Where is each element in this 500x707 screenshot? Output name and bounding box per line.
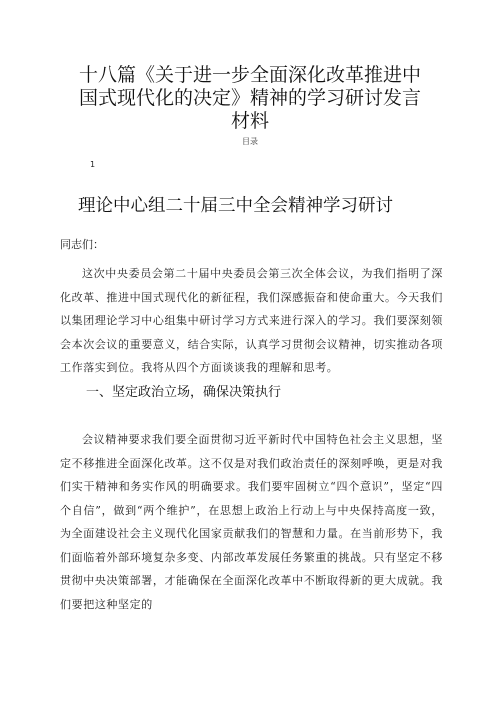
intro-paragraph: 这次中央委员会第二十届中央委员会第三次全体会议，为我们指明了深化改革、推进中国式现代化的新征程，我们深感振奋和使命重大。今天我们以集团理论学习中心组集中研讨学习方式来进行深入的学习。我们要深刻领会本次会议的重要意义，结合实际，认真学习贯彻会议精神，切实推动各项工作落实到位。我将从四个方面谈谈我的理解和思考。	[60, 267, 443, 374]
subheading-political-stance: 一、坚定政治立场，确保决策执行	[86, 385, 282, 400]
body-paragraph-1: 会议精神要求我们要全面贯彻习近平新时代中国特色社会主义思想，坚定不移推进全面深化改革。这不仅是对我们政治责任的深刻呼唤，更是对我们实干精神和务实作风的明确要求。我们要牢固树立“四个意识”，坚定“四个自信”，做到“两个维护”，在思想上政治上行动上与中央保持高度一致，为全面建设社会主义现代化国家贡献我们的智慧和力量。在当前形势下，我们面临着外部环境复杂多变、内部改革发展任务繁重的挑战。只有坚定不移贯彻中央决策部署，才能确保在全面深化改革中不断取得新的更大成就。我们要把这种坚定的	[60, 433, 443, 611]
toc-entry-number: 1	[90, 160, 96, 169]
greeting: 同志们：	[60, 238, 104, 251]
section-title: 理论中心组二十届三中全会精神学习研讨	[78, 196, 393, 216]
toc-label: 目录	[242, 137, 258, 146]
document-title: 十八篇《关于进一步全面深化改革推进中国式现代化的决定》精神的学习研讨发言材料	[78, 64, 421, 132]
